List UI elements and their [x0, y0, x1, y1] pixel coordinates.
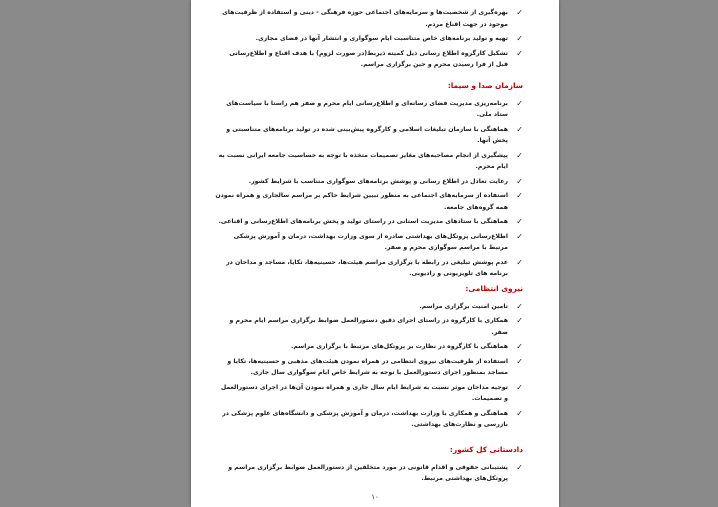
list-item: [215, 301, 523, 313]
checkmark-icon: ✓: [516, 301, 523, 311]
list-item-text: اطلاع‌رسانی پروتکل‌های بهداشتی صادره از سوی وزارت بهداشت، درمان و آموزش پزشکی مرتبط با مراسم سوگواری محرم و صفر.: [233, 232, 508, 251]
list-item-text: عدم پوشش تبلیغی در رابطه با برگزاری مراسم هیئت‌ها، حسینیه‌ها، تکایا، مساجد و مداحان در برنامه های تلویزیونی و رادیویی.: [226, 258, 508, 277]
checkmark-icon: ✓: [516, 98, 523, 108]
list-item: [215, 124, 523, 147]
list-item-text: هماهنگی و همکاری با وزارت بهداشت، درمان و آموزش پزشکی و دانشگاه‌های علوم پزشکی در بازرسی و نظارت‌های بهداشتی.: [222, 409, 508, 428]
list-item-text: استفاده از ظرفیت‌های نیروی انتظامی در همراه نمودن هیئت‌های مذهبی و حسینیه‌ها، تکایا و مساجد بمنظور اجرای دستورالعمل با توجه به شرایط خاص ایام سوگواری سال جاری.: [227, 357, 508, 376]
list-item: [215, 257, 523, 280]
list-item: [215, 382, 523, 405]
list-item: [215, 33, 523, 45]
checkmark-icon: ✓: [516, 316, 523, 325]
checkmark-icon: ✓: [516, 217, 523, 226]
checkmark-icon: ✓: [516, 176, 523, 186]
list-item-text: همکاری با کارگروه در راستای اجرای دقیق دستورالعمل ضوابط برگزاری مراسم ایام محرم و صفر.: [229, 317, 508, 336]
checkmark-icon: ✓: [516, 382, 523, 392]
checkmark-icon: ✓: [516, 408, 523, 418]
section-title-irib: سازمان صدا و سیما:: [447, 80, 523, 90]
list-item: [215, 48, 523, 71]
list-item: [215, 231, 523, 254]
checkmark-icon: ✓: [516, 356, 523, 366]
list-item-text: توجیه مداحان موثر نسبت به شرایط ایام سال جاری و همراه نمودن آن‌ها در اجرای دستورالعمل و تصمیمات.: [220, 383, 508, 402]
list-item-text: برنامه‌ریزی مدیریت فضای رسانه‌ای و اطلاع‌رسانی ایام محرم و صفر هم راستا با سیاست‌های ستاد ملی.: [226, 99, 508, 118]
list-item-text: تشکیل کارگروه اطلاع رسانی ذیل کمیته ذیربط(در صورت لزوم) با هدف اقناع و اطلاع‌رسانی قبل از فرا رسیدن محرم و حین برگزاری مراسم.: [229, 49, 508, 68]
list-item: [215, 356, 523, 379]
list-item-text: تهیه و تولید برنامه‌های خاص متناسبت ایام سوگواری و انتشار آنها در فضای مجازی.: [255, 35, 508, 42]
checkmark-icon: ✓: [516, 191, 523, 200]
page-number: ۱۰: [371, 493, 379, 501]
checkmark-icon: ✓: [516, 231, 523, 241]
section-title-police: نیروی انتظامی:: [465, 283, 523, 293]
list-item: [215, 190, 523, 213]
list-item-text: هماهنگی با کارگروه در نظارت بر پروتکل‌های مرتبط با برگزاری مراسم.: [290, 343, 508, 350]
list-item: [215, 98, 523, 121]
list-item: [215, 341, 523, 353]
document-page: [191, 0, 559, 507]
list-item-text: بهره‌گیری از شخصیت‌ها و سرمایه‌های اجتماعی حوزه فرهنگی - دینی و استفاده از ظرفیت‌های موجود در جهت اقناع مردم.: [222, 9, 508, 28]
list-item-text: تامین امنیت برگزاری مراسم.: [419, 302, 508, 310]
checkmark-icon: ✓: [516, 34, 523, 43]
checkmark-icon: ✓: [516, 48, 523, 58]
list-item: [215, 176, 523, 188]
list-item-text: پیشگیری از انجام مصاحبه‌های مغایر تصمیمات متخذه با توجه به حساسیت جامعه ایرانی نسبت به ایام محرم.: [218, 151, 508, 170]
list-item: [215, 315, 523, 338]
list-item: [215, 150, 523, 173]
list-item-text: استفاده از سرمایه‌های اجتماعی به منظور تبیین شرایط حاکم بر مراسم سالجاری و همراه نمودن همه گروه‌های جامعه.: [215, 192, 508, 211]
list-item-text: هماهنگی با سازمان تبلیغات اسلامی و کارگروه پیش‌بینی شده در تولید برنامه‌های متناسبتی و پخش آنها.: [226, 125, 508, 144]
checkmark-icon: ✓: [516, 257, 523, 267]
list-item: [215, 462, 523, 485]
section-title-prosecutor: دادستانی کل کشور:: [449, 444, 523, 454]
checkmark-icon: ✓: [516, 8, 523, 17]
list-item-text: پشتیبانی حقوقی و اقدام قانونی در مورد متخلفین از دستورالعمل ضوابط برگزاری مراسم و پروتکل‌های بهداشتی مرتبط.: [228, 463, 508, 482]
checkmark-icon: ✓: [516, 150, 523, 160]
checkmark-icon: ✓: [516, 342, 523, 351]
checkmark-icon: ✓: [516, 124, 523, 134]
checkmark-icon: ✓: [516, 462, 523, 472]
list-item-text: هماهنگی با ستادهای مدیریت استانی در راستای تولید و پخش برنامه‌های اطلاع‌رسانی و اقناعی.: [218, 218, 508, 225]
page-content: [215, 7, 523, 488]
list-item-text: رعایت تعادل در اطلاع رسانی و پوشش برنامه‌های سوگواری متناسب با شرایط کشور.: [248, 177, 508, 185]
list-item: [215, 408, 523, 431]
list-item: [215, 216, 523, 228]
list-item: [215, 7, 523, 30]
